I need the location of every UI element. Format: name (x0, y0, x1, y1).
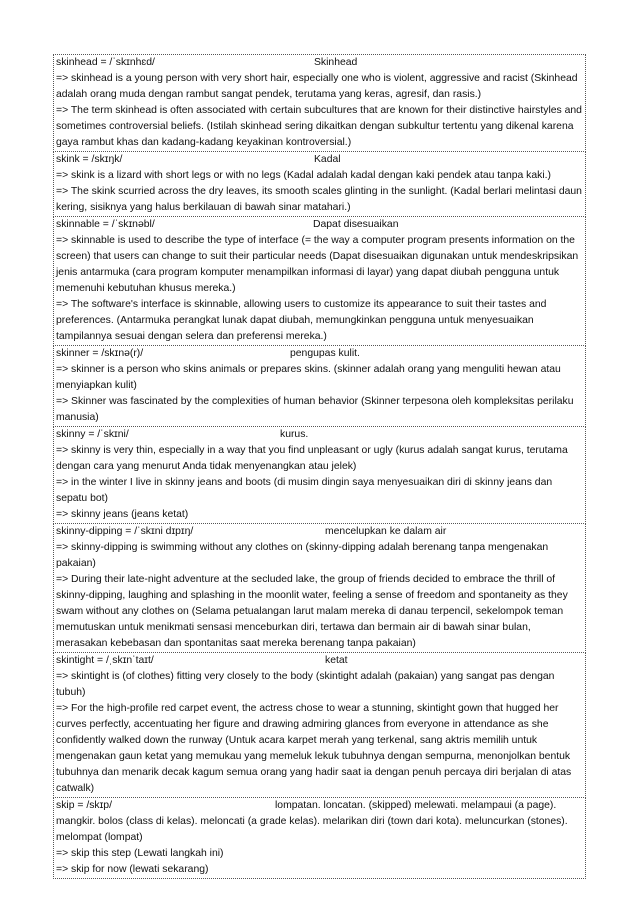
entry-skip (53, 798, 586, 879)
entry-skinny (53, 427, 586, 524)
entry-head (56, 55, 583, 71)
headword: skip = /skɪp/ (56, 800, 112, 811)
example-line: => The software's interface is skinnable, allowing users to customize its appearance to suit their tastes and preferences. (Antarmuka perangkat lunak dapat diubah, memungkinkan pengguna untuk menyesuaikan tampilannya sesuai dengan selera dan preferensi mereka.) (56, 299, 547, 342)
example-line: => in the winter I live in skinny jeans and boots (di musim dingin saya menyesuaikan diri di skinny jeans dan sepatu bot) (56, 477, 553, 504)
example-line: => skip this step (Lewati langkah ini) (56, 848, 224, 859)
entry-head (56, 653, 583, 669)
definition-line: mangkir. bolos (class di kelas). meloncati (a grade kelas). melarikan diri (town dari kota). meluncurkan (stones). melompat (lompat) (56, 816, 568, 843)
headword: skinnable = /ˈskɪnəbl/ (56, 219, 155, 230)
definition-line: => skintight is (of clothes) fitting very closely to the body (skintight adalah (pakaian) yang sangat pas dengan tubuh) (56, 671, 555, 698)
definition-line: => skink is a lizard with short legs or with no legs (Kadal adalah kadal dengan kaki pendek atau tanpa kaki.) (56, 170, 552, 181)
translation: Dapat disesuaikan (313, 219, 399, 230)
translation: Kadal (314, 154, 341, 165)
headword: skintight = /ˌskɪnˈtaɪt/ (56, 655, 154, 666)
example-line: => For the high-profile red carpet event, the actress chose to wear a stunning, skintight gown that hugged her curves perfectly, accentuating her figure and drawing admiring glances from everyone in attendance as she confidently walked down the runway (Untuk acara karpet merah yang terkenal, sang aktris memilih untuk mengenakan gaun ketat yang memukau yang memeluk lekuk tubuhnya dengan sempurna, menonjolkan bentuk tubuhnya dan menarik decak kagum semua orang yang hadir saat ia dengan penuh percaya diri berjalan di atas catwalk) (56, 703, 572, 794)
entry-skinner (53, 346, 586, 427)
translation: lompatan. loncatan. (skipped) melewati. melampaui (a page). (275, 800, 557, 811)
example-line: => During their late-night adventure at the secluded lake, the group of friends decided to embrace the thrill of skinny-dipping, laughing and splashing in the moonlit water, feeling a sense of freedom and spontaneity as they swam without any clothes on (Selama petualangan larut malam mereka di danau terpencil, sekelompok teman memutuskan untuk menikmati sensasi menceburkan diri, tertawa dan bermain air di bawah sinar bulan, merasakan kebebasan dan spontanitas saat mereka berenang tanpa pakaian) (56, 574, 568, 649)
headword: skinny-dipping = /ˈskɪni dɪpɪŋ/ (56, 526, 194, 537)
translation: Skinhead (314, 57, 358, 68)
translation: ketat (325, 655, 348, 666)
example-line: => The term skinhead is often associated with certain subcultures that are known for their distinctive hairstyles and sometimes controversial beliefs. (Istilah skinhead sering dikaitkan dengan subkultur tertentu yang dikenal karena gaya rambut khas dan kadang-kadang keyakinan kontroversial.) (56, 105, 582, 148)
definition-line: => skinny-dipping is swimming without any clothes on (skinny-dipping adalah berenang tanpa mengenakan pakaian) (56, 542, 549, 569)
translation: pengupas kulit. (290, 348, 360, 359)
example-line: => skip for now (lewati sekarang) (56, 864, 209, 875)
definition-line: => skinny is very thin, especially in a way that you find unpleasant or ugly (kurus adalah sangat kurus, terutama dengan cara yang menurut Anda tidak menyenangkan atau jelek) (56, 445, 568, 472)
headword: skinny = /ˈskɪni/ (56, 429, 129, 440)
entry-head (56, 427, 583, 443)
example-line: => skinny jeans (jeans ketat) (56, 509, 189, 520)
translation: mencelupkan ke dalam air (325, 526, 447, 537)
entry-head (56, 798, 583, 814)
dictionary-page (53, 54, 586, 879)
translation: kurus. (280, 429, 309, 440)
entry-head (56, 217, 583, 233)
headword: skinhead = /ˈskɪnhɛd/ (56, 57, 155, 68)
definition-line: => skinner is a person who skins animals or prepares skins. (skinner adalah orang yang menguliti hewan atau menyiapkan kulit) (56, 364, 561, 391)
entry-head (56, 346, 583, 362)
entry-skink (53, 152, 586, 217)
entry-skintight (53, 653, 586, 798)
definition-line: => skinhead is a young person with very short hair, especially one who is violent, aggressive and racist (Skinhead adalah orang muda dengan rambut sangat pendek, terutama yang keras, agresif, dan rasis.) (56, 73, 578, 100)
entry-skinhead (53, 54, 586, 152)
definition-line: => skinnable is used to describe the type of interface (= the way a computer program presents information on the screen) that users can change to suit their particular needs (Dapat disesuaikan digunakan untuk mendeskripsikan jenis antarmuka (cara program komputer menampilkan informasi di layar) yang dapat diubah pengguna untuk memenuhi kebutuhan khusus mereka.) (56, 235, 579, 294)
example-line: => Skinner was fascinated by the complexities of human behavior (Skinner terpesona oleh kompleksitas perilaku manusia) (56, 396, 574, 423)
entry-head (56, 152, 583, 168)
entry-skinnable (53, 217, 586, 346)
entry-skinny-dipping (53, 524, 586, 653)
entry-head (56, 524, 583, 540)
headword: skink = /skɪŋk/ (56, 154, 123, 165)
headword: skinner = /skɪnə(r)/ (56, 348, 144, 359)
example-line: => The skink scurried across the dry leaves, its smooth scales glinting in the sunlight. (Kadal berlari melintasi daun kering, sisiknya yang halus berkilauan di bawah sinar matahari.) (56, 186, 582, 213)
